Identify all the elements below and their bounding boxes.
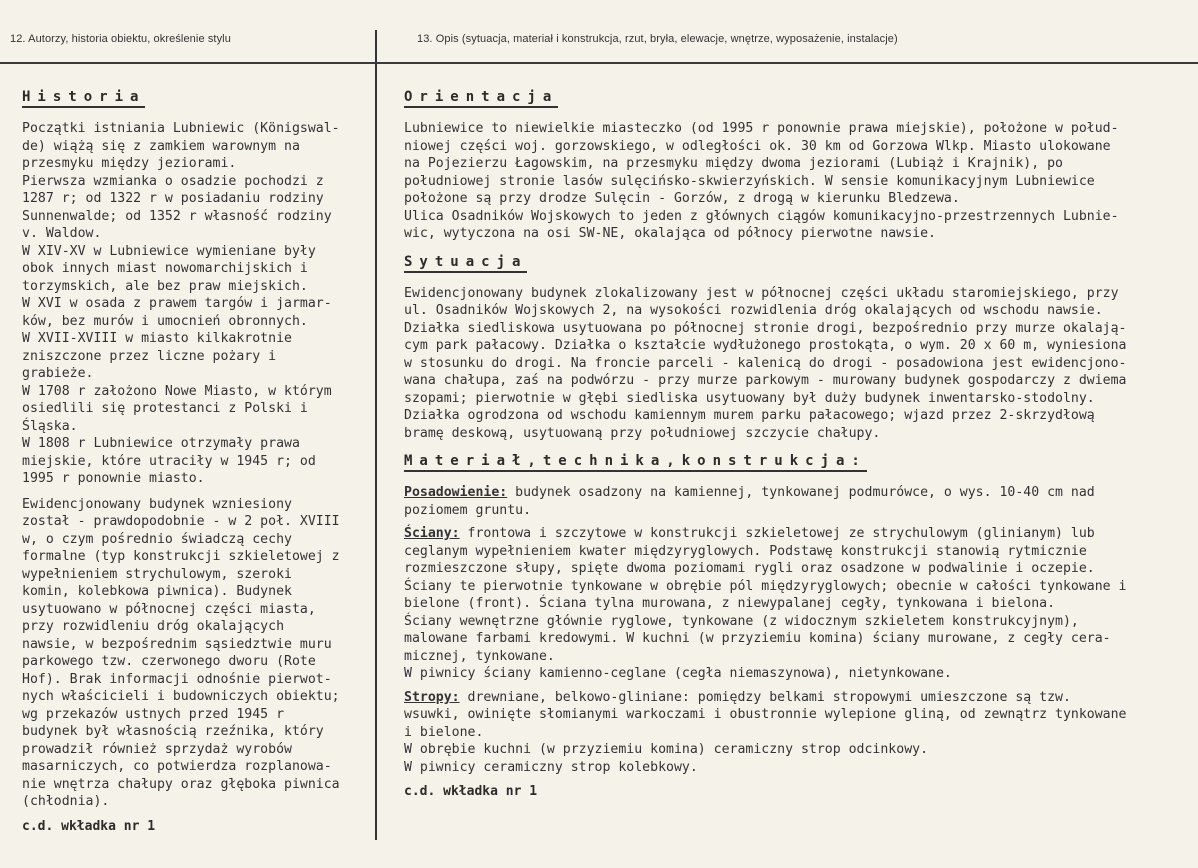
header-left: 12. Autorzy, historia obiektu, określenie stylu bbox=[10, 33, 231, 45]
history-column bbox=[22, 86, 368, 834]
material-title: Materiał,technika,konstrukcja: bbox=[404, 453, 867, 472]
ceilings-block bbox=[404, 689, 1184, 777]
walls-text: frontowa i szczytowe w konstrukcji szkieletowej ze strychulowym (glinianym) lub ceglanym wypełnieniem kwater międzyryglowych. Podstawę konstrukcji stanowią rytmicznie rozmieszczone słupy, spięte dwoma poziomami rygli oraz osadzone w podwalinie i oczepie. Ściany te pierwotnie tynkowane w obrębie pól międzyryglowych; obecnie w całości tynkowane i bielone (front). Ściana tylna murowana, z niewypalanej cegły, tynkowana i bielona. Ściany wewnętrzne głównie ryglowe, tynkowane (z widocznym szkieletem konstrukcyjnym), malowane farbami kredowymi. W kuchni (w przyziemiu komina) ściany murowane, z cegły cera- micznej, tynkowane. W piwnicy ściany kamienno-ceglane (cegła niemaszynowa), nietynkowane. bbox=[404, 526, 1127, 681]
walls-label: Ściany: bbox=[404, 526, 460, 541]
foundation-text: budynek osadzony na kamiennej, tynkowanej podmurówce, o wys. 10-40 cm nad poziomem gruntu. bbox=[404, 485, 1095, 518]
situation-title: Sytuacja bbox=[404, 254, 527, 273]
continuation-note-left: c.d. wkładka nr 1 bbox=[22, 818, 156, 834]
description-column bbox=[404, 86, 1184, 799]
column-divider bbox=[375, 30, 377, 840]
orientation-title: Orientacja bbox=[404, 89, 558, 108]
foundation-block bbox=[404, 484, 1184, 519]
situation-text: Ewidencjonowany budynek zlokalizowany jest w północnej części układu staromiejskiego, przy ul. Osadników Wojskowych 2, na wysokości rozwidlenia dróg okalających od wschodu nawsie. Działka siedliskowa usytuowana po północnej stronie drogi, bezpośrednio przy murze okalają- cym park pałacowy. Działka o kształcie wydłużonego prostokąta, o wym. 20 x 60 m, wyniesiona w stosunku do drogi. Na froncie parceli - kalenicą do drogi - posadowiona jest ewidencjono- wana chałupa, zaś na podwórzu - przy murze parkowym - murowany budynek gospodarczy z dwiema szopami; pierwotnie w głębi siedliska usytuowany był duży budynek inwentarsko-stodolny. Działka ogrodzona od wschodu kamiennym murem parku pałacowego; wjazd przez 2-skrzydłową bramę deskową, usytuowaną przy południowej szczycie chałupy. bbox=[404, 285, 1127, 441]
history-paragraph-1: Początki istniania Lubniewic (Königswal- de) wiążą się z zamkiem warownym na przesmyku między jeziorami. Pierwsza wzmianka o osadzie pochodzi z 1287 r; od 1322 r w posiadaniu rodziny Sunnenwalde; od 1352 r własność rodziny v. Waldow. W XIV-XV w Lubniewice wymieniane były obok innych miast nowomarchijskich i torzymskich, ale bez praw miejskich. W XVI w osada z prawem targów i jarmar- ków, bez murów i umocnień obronnych. W XVII-XVIII w miasto kilkakrotnie zniszczone przez liczne pożary i grabieże. W 1708 r założono Nowe Miasto, w którym osiedlili się protestanci z Polski i Śląska. W 1808 r Lubniewice otrzymały prawa miejskie, które utraciły w 1945 r; od 1995 r ponownie miasto. bbox=[22, 121, 340, 486]
header-divider bbox=[0, 62, 1198, 64]
ceilings-label: Stropy: bbox=[404, 689, 460, 705]
history-paragraph-2: Ewidencjonowany budynek wzniesiony został - prawdopodobnie - w 2 poł. XVIII w, o czym pośrednio świadczą cechy formalne (typ konstrukcji szkieletowej z wypełnieniem strychulowym, szeroki komin, kolebkowa piwnica). Budynek usytuowano w północnej części miasta, przy rozwidleniu dróg okalających nawsie, w bezpośrednim sąsiedztwie muru parkowego tzw. czerwonego dworu (Rote Hof). Brak informacji odnośnie pierwot- nych właścicieli i budowniczych obiektu; wg przekazów ustnych przed 1945 r budynek był własnością rzeźnika, który prowadził również sprzydaż wyrobów masarniczych, co potwierdza rozplanowa- nie wnętrza chałupy oraz głęboka piwnica (chłodnia). bbox=[22, 496, 340, 809]
history-title: Historia bbox=[22, 89, 145, 108]
foundation-label: Posadowienie: bbox=[404, 485, 508, 500]
walls-block bbox=[404, 525, 1184, 683]
orientation-text: Lubniewice to niewielkie miasteczko (od 1995 r ponownie prawa miejskie), położone w połud- niowej części woj. gorzowskiego, w odległości ok. 30 km od Gorzowa Wlkp. Miasto ulokowane na Pojezierzu Łagowskim, na przesmyku między dwoma jeziorami (Lubiąż i Krajnik), po południowej stronie lasów sulęcińsko-skwierzyńskich. W sensie komunikacyjnym Lubniewice położone są przy drodze Sulęcin - Gorzów, z drogą w kierunku Bledzewa. Ulica Osadników Wojskowych to jeden z głównych ciągów komunikacyjno-przestrzennych Lubnie- wic, wytyczona na osi SW-NE, okalająca od północy pierwotne nawsie. bbox=[404, 121, 1119, 241]
ceilings-text: drewniane, belkowo-gliniane: pomiędzy belkami stropowymi umieszczone są tzw. wsuwki, owinięte słomianymi warkoczami i obustronnie wylepione gliną, od zewnątrz tynkowane i bielone. W obrębie kuchni (w przyziemiu komina) ceramiczny strop odcinkowy. W piwnicy ceramiczny strop kolebkowy. bbox=[404, 689, 1127, 775]
continuation-note-right: c.d. wkładka nr 1 bbox=[404, 784, 538, 799]
header-right: 13. Opis (sytuacja, materiał i konstrukcja, rzut, bryła, elewacje, wnętrze, wyposażenie, instalacje) bbox=[417, 33, 898, 45]
